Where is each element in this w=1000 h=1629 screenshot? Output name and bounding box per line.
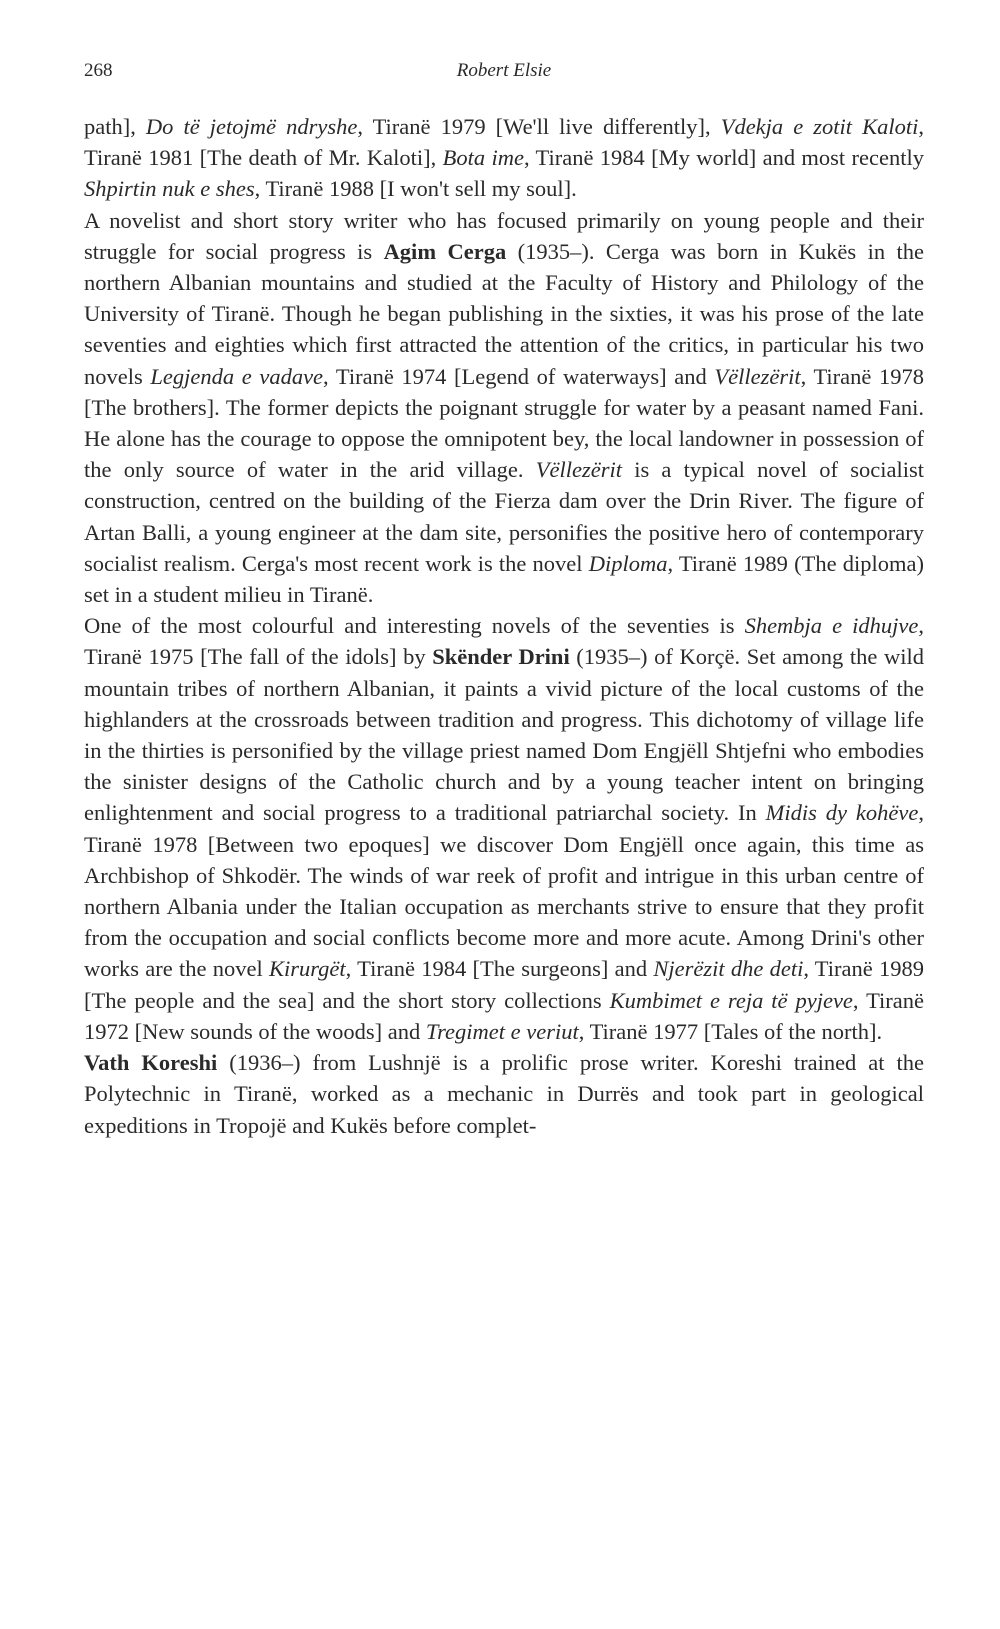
text-run: , Tiranë 1981 [The death of Mr. Kaloti], xyxy=(84,114,924,171)
paragraph xyxy=(84,111,924,205)
italic-title: Do të jetojmë ndryshe xyxy=(145,114,358,139)
italic-title: Shpirtin nuk e shes xyxy=(84,176,255,202)
italic-title: Legjenda e vadave xyxy=(150,363,324,389)
author-name: Skënder Drini xyxy=(432,644,570,670)
italic-title: Bota ime xyxy=(442,145,524,171)
text-run: , Tiranë 1979 [We'll live differently], xyxy=(357,114,721,139)
text-run: , Tiranë 1988 [I won't sell my soul]. xyxy=(254,176,577,202)
text-run: , Tiranë 1978 [The brothers]. The former depicts the poignant struggle for water by a peasant named Fani. He alone has the courage to oppose the omnipotent bey, the local landowner in possession of the only source of water in the arid village. xyxy=(84,363,925,483)
text-run: (1935–). Cerga was born in Kukës in the northern Albanian mountains and studied at the Faculty of History and Philology of the University of Tiranë. Though he began publishing in the sixties, it was his prose of the late seventies and eighties which first attracted the attention of the critics, in particular his two novels xyxy=(84,238,924,389)
page-header xyxy=(84,60,924,92)
text-run: , Tiranë 1977 [Tales of the north]. xyxy=(578,1018,883,1044)
italic-title: Tregimet e veriut xyxy=(425,1018,579,1044)
body-text xyxy=(84,111,924,1141)
author-name: Vath Koreshi xyxy=(84,1050,218,1076)
paragraph xyxy=(84,610,924,1047)
text-run: , Tiranë 1989 [The people and the sea] and the short story collections xyxy=(84,956,924,1013)
italic-title: Vëllezërit xyxy=(535,457,622,483)
text-run: path], xyxy=(84,114,146,139)
text-run: (1935–) of Korçë. Set among the wild mountain tribes of northern Albanian, it paints a vivid picture of the local customs of the highlanders at the crossroads between tradition and progress. This dichotomy of village life in the thirties is personified by the village priest named Dom Engjëll Shtjefni who embodies the sinister designs of the Catholic church and by a young teacher intent on bringing enlightenment and social progress to a traditional patriarchal society. In xyxy=(84,644,925,826)
text-run: , Tiranë 1984 [The surgeons] and xyxy=(345,956,654,982)
text-run: , Tiranë 1972 [New sounds of the woods] and xyxy=(84,987,925,1044)
paragraph xyxy=(84,205,924,611)
text-run: , Tiranë 1989 (The diploma) set in a student milieu in Tiranë. xyxy=(84,550,924,608)
italic-title: Njerëzit dhe deti xyxy=(653,956,804,982)
italic-title: Midis dy kohëve xyxy=(765,800,919,826)
author-name: Agim Cerga xyxy=(383,238,507,264)
text-run: is a typical novel of socialist construction, centred on the building of the Fierza dam over the Drin River. The figure of Artan Balli, a young engineer at the dam site, personifies the positive hero of contemporary socialist realism. Cerga's most recent work is the novel xyxy=(84,457,924,576)
text-run: , Tiranë 1984 [My world] and most recently xyxy=(523,145,924,171)
italic-title: Vëllezërit xyxy=(714,363,801,389)
text-run: (1936–) from Lushnjë is a prolific prose writer. Koreshi trained at the Polytechnic in Tiranë, worked as a mechanic in Durrës and took part in geological expeditions in Tropojë and Kukës before complet- xyxy=(84,1050,924,1138)
italic-title: Kirurgët xyxy=(268,956,346,982)
page-number: 268 xyxy=(84,60,113,81)
text-run: , Tiranë 1975 [The fall of the idols] by xyxy=(84,613,925,670)
text-run: , Tiranë 1974 [Legend of waterways] and xyxy=(323,363,715,389)
text-run: , Tiranë 1978 [Between two epoques] we discover Dom Engjëll once again, this time as Archbishop of Shkodër. The winds of war reek of profit and intrigue in this urban centre of northern Albania under the Italian occupation as merchants strive to ensure that they profit from the occupation and social conflicts become more and more acute. Among Drini's other works are the novel xyxy=(84,800,925,982)
italic-title: Vdekja e zotit Kaloti xyxy=(720,114,919,139)
paragraph xyxy=(84,1047,924,1141)
italic-title: Diploma xyxy=(588,550,668,576)
italic-title: Kumbimet e reja të pyjeve xyxy=(609,987,853,1013)
text-run: One of the most colourful and interesting novels of the seventies is xyxy=(84,613,745,639)
italic-title: Shembja e idhujve xyxy=(744,613,919,639)
text-run: A novelist and short story writer who has focused primarily on young people and their struggle for social progress is xyxy=(84,207,924,264)
running-head: Robert Elsie xyxy=(456,60,552,81)
